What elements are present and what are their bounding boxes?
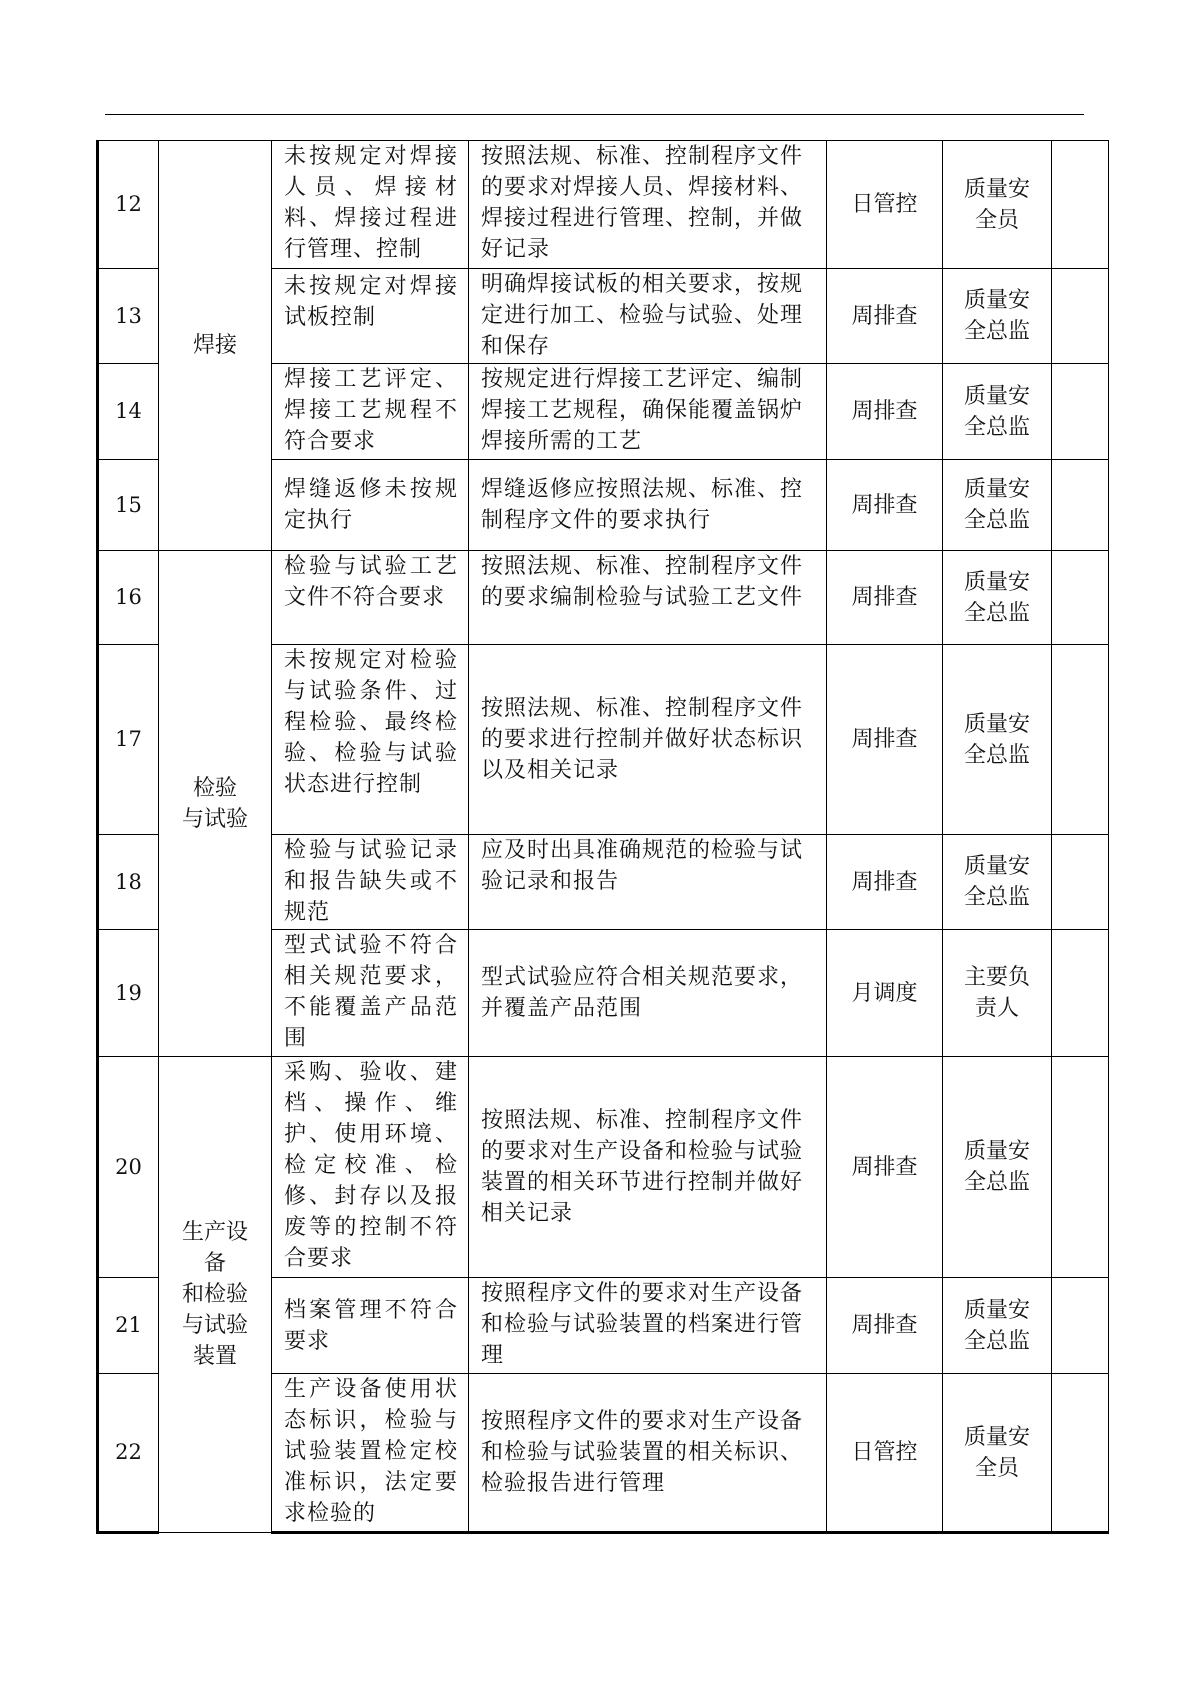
remarks-cell <box>1052 1374 1109 1533</box>
risk-description: 型式试验不符合相关规范要求，不能覆盖产品范围 <box>272 930 469 1057</box>
responsible-person: 质量安 全员 <box>943 1374 1052 1533</box>
risk-description: 未按规定对焊接人员、焊接材料、焊接过程进行管理、控制 <box>272 141 469 269</box>
risk-description: 采购、验收、建档、操作、维护、使用环境、检定校准、检修、封存以及报废等的控制不符合要求 <box>272 1057 469 1278</box>
control-measure: 按照法规、标准、控制程序文件的要求对焊接人员、焊接材料、焊接过程进行管理、控制，并做好记录 <box>469 141 827 269</box>
risk-description: 未按规定对焊接试板控制 <box>272 269 469 364</box>
risk-description: 焊缝返修未按规定执行 <box>272 460 469 551</box>
check-frequency: 周排查 <box>827 645 943 835</box>
row-number: 19 <box>98 930 159 1057</box>
check-frequency: 周排查 <box>827 1278 943 1374</box>
row-number: 14 <box>98 364 159 460</box>
remarks-cell <box>1052 551 1109 645</box>
control-measure: 焊缝返修应按照法规、标准、控制程序文件的要求执行 <box>469 460 827 551</box>
control-measure: 按照法规、标准、控制程序文件的要求对生产设备和检验与试验装置的相关环节进行控制并做好相关记录 <box>469 1057 827 1278</box>
check-frequency: 周排查 <box>827 364 943 460</box>
responsible-person: 质量安 全总监 <box>943 364 1052 460</box>
category-label: 检验 与试验 <box>181 775 248 832</box>
responsible-person: 质量安 全总监 <box>943 460 1052 551</box>
responsible-person: 主要负 责人 <box>943 930 1052 1057</box>
header-rule <box>105 114 1084 115</box>
check-frequency: 周排查 <box>827 835 943 930</box>
remarks-cell <box>1052 1057 1109 1278</box>
category-cell <box>159 141 272 551</box>
remarks-cell <box>1052 1278 1109 1374</box>
responsible-person: 质量安 全总监 <box>943 269 1052 364</box>
check-frequency: 日管控 <box>827 141 943 269</box>
remarks-cell <box>1052 269 1109 364</box>
responsible-person: 质量安 全总监 <box>943 1057 1052 1278</box>
remarks-cell <box>1052 835 1109 930</box>
remarks-cell <box>1052 645 1109 835</box>
row-number: 12 <box>98 141 159 269</box>
check-frequency: 周排查 <box>827 269 943 364</box>
check-frequency: 周排查 <box>827 460 943 551</box>
risk-description: 档案管理不符合要求 <box>272 1278 469 1374</box>
risk-description: 检验与试验记录和报告缺失或不规范 <box>272 835 469 930</box>
category-label: 生产设 备 和检验 与试验 装置 <box>181 1220 248 1369</box>
check-frequency: 日管控 <box>827 1374 943 1533</box>
risk-description: 生产设备使用状态标识，检验与试验装置检定校准标识，法定要求检验的 <box>272 1374 469 1533</box>
responsible-person: 质量安 全总监 <box>943 551 1052 645</box>
risk-description: 未按规定对检验与试验条件、过程检验、最终检验、检验与试验状态进行控制 <box>272 645 469 835</box>
table-row <box>98 141 1109 269</box>
remarks-cell <box>1052 364 1109 460</box>
category-cell <box>159 1057 272 1533</box>
table-row <box>98 1057 1109 1278</box>
control-measure: 按规定进行焊接工艺评定、编制焊接工艺规程，确保能覆盖锅炉焊接所需的工艺 <box>469 364 827 460</box>
row-number: 21 <box>98 1278 159 1374</box>
row-number: 15 <box>98 460 159 551</box>
row-number: 17 <box>98 645 159 835</box>
control-measure: 按照程序文件的要求对生产设备和检验与试验装置的档案进行管理 <box>469 1278 827 1374</box>
row-number: 13 <box>98 269 159 364</box>
remarks-cell <box>1052 460 1109 551</box>
risk-control-table <box>96 140 1109 1534</box>
category-cell <box>159 551 272 1057</box>
row-number: 18 <box>98 835 159 930</box>
responsible-person: 质量安 全员 <box>943 141 1052 269</box>
check-frequency: 月调度 <box>827 930 943 1057</box>
remarks-cell <box>1052 141 1109 269</box>
responsible-person: 质量安 全总监 <box>943 835 1052 930</box>
row-number: 22 <box>98 1374 159 1533</box>
responsible-person: 质量安 全总监 <box>943 1278 1052 1374</box>
control-measure: 按照法规、标准、控制程序文件的要求编制检验与试验工艺文件 <box>469 551 827 645</box>
risk-description: 焊接工艺评定、焊接工艺规程不符合要求 <box>272 364 469 460</box>
control-measure: 明确焊接试板的相关要求，按规定进行加工、检验与试验、处理和保存 <box>469 269 827 364</box>
control-measure: 按照程序文件的要求对生产设备和检验与试验装置的相关标识、检验报告进行管理 <box>469 1374 827 1533</box>
row-number: 20 <box>98 1057 159 1278</box>
risk-description: 检验与试验工艺文件不符合要求 <box>272 551 469 645</box>
responsible-person: 质量安 全总监 <box>943 645 1052 835</box>
control-measure: 应及时出具准确规范的检验与试验记录和报告 <box>469 835 827 930</box>
table-row <box>98 551 1109 645</box>
category-label: 焊接 <box>192 333 237 358</box>
check-frequency: 周排查 <box>827 1057 943 1278</box>
control-measure: 型式试验应符合相关规范要求，并覆盖产品范围 <box>469 930 827 1057</box>
control-measure: 按照法规、标准、控制程序文件的要求进行控制并做好状态标识以及相关记录 <box>469 645 827 835</box>
remarks-cell <box>1052 930 1109 1057</box>
check-frequency: 周排查 <box>827 551 943 645</box>
row-number: 16 <box>98 551 159 645</box>
